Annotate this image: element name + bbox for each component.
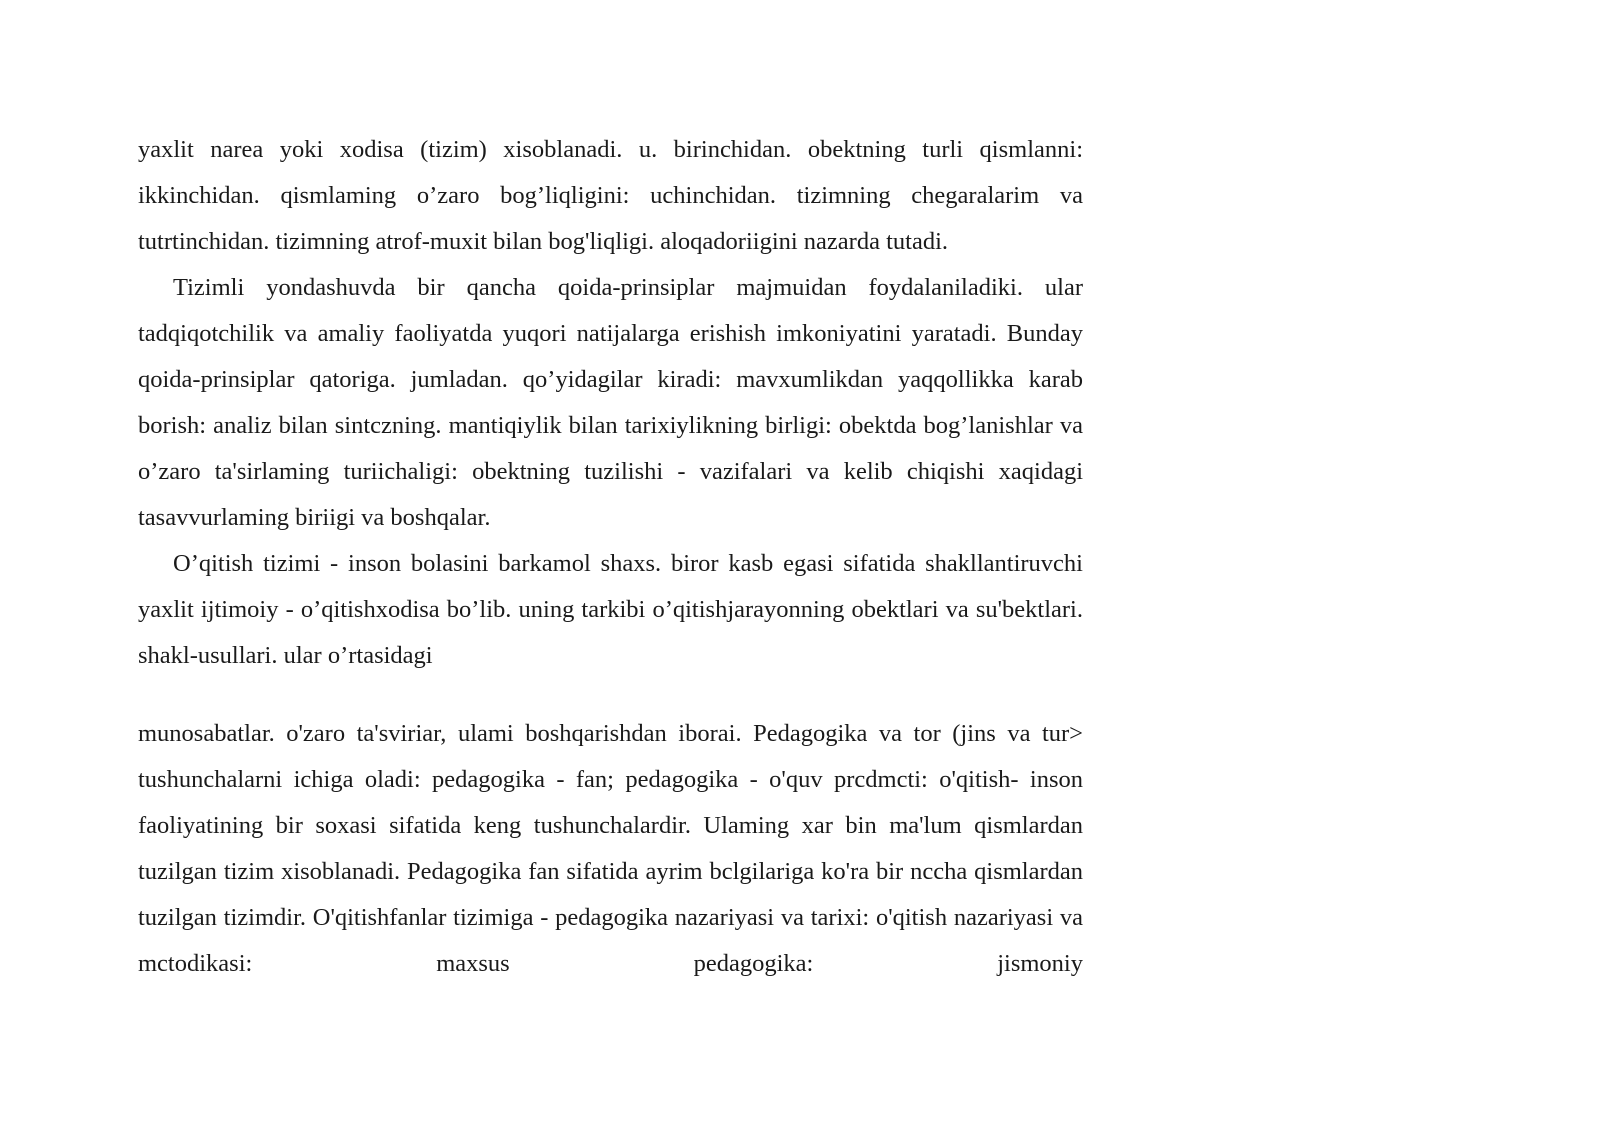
paragraph-4: munosabatlar. o'zaro ta'sviriar, ulami boshqarishdan iborai. Pedagogika va tor (jins va tur> tushunchalarni ichiga oladi: pedagogika - fan; pedagogika - o'quv prcdmcti: o'qitish- inson faoliyatining bir soxasi sifatida keng tushunchalardir. Ulaming xar bin ma'lum qismlardan tuzilgan tizim xisoblanadi. Pedagogika fan sifatida ayrim bclgilariga ko'ra bir nccha qismlardan tuzilgan tizimdir. O'qitishfanlar tizimiga - pedagogika nazariyasi va tarixi: o'qitish nazariyasi va mctodikasi: maxsus pedagogika: jismoniy: [138, 720, 1083, 977]
text-block-bottom: [138, 711, 1083, 987]
paragraph-2: Tizimli yondashuvda bir qancha qoida-prinsiplar majmuidan foydalaniladiki. ular tadqiqotchilik va amaliy faoliyatda yuqori natijalarga erishish imkoniyatini yaratadi. Bunday qoida-prinsiplar qatoriga. jumladan. qo’yidagilar kiradi: mavxumlikdan yaqqollikka karab borish: analiz bilan sintczning. mantiqiylik bilan tarixiylikning birligi: obektda bog’lanishlar va o’zaro ta'sirlaming turiichaligi: obektning tuzilishi - vazifalari va kelib chiqishi xaqidagi tasavvurlaming biriigi va boshqalar.: [138, 274, 1083, 531]
paragraph-1: yaxlit narea yoki xodisa (tizim) xisoblanadi. u. birinchidan. obektning turli qismlanni: ikkinchidan. qismlaming o’zaro bog’liqligini: uchinchidan. tizimning chegaralarim va tutrtinchidan. tizimning atrof-muxit bilan bog'liqligi. aloqadoriigini nazarda tutadi.: [138, 136, 1083, 255]
text-block-top: [138, 127, 1083, 679]
paragraph-3: O’qitish tizimi - inson bolasini barkamol shaxs. biror kasb egasi sifatida shakllantiruvchi yaxlit ijtimoiy - o’qitishxodisa bo’lib. uning tarkibi o’qitishjarayonning obektlari va su'bektlari. shakl-usullari. ular o’rtasidagi: [138, 550, 1083, 669]
